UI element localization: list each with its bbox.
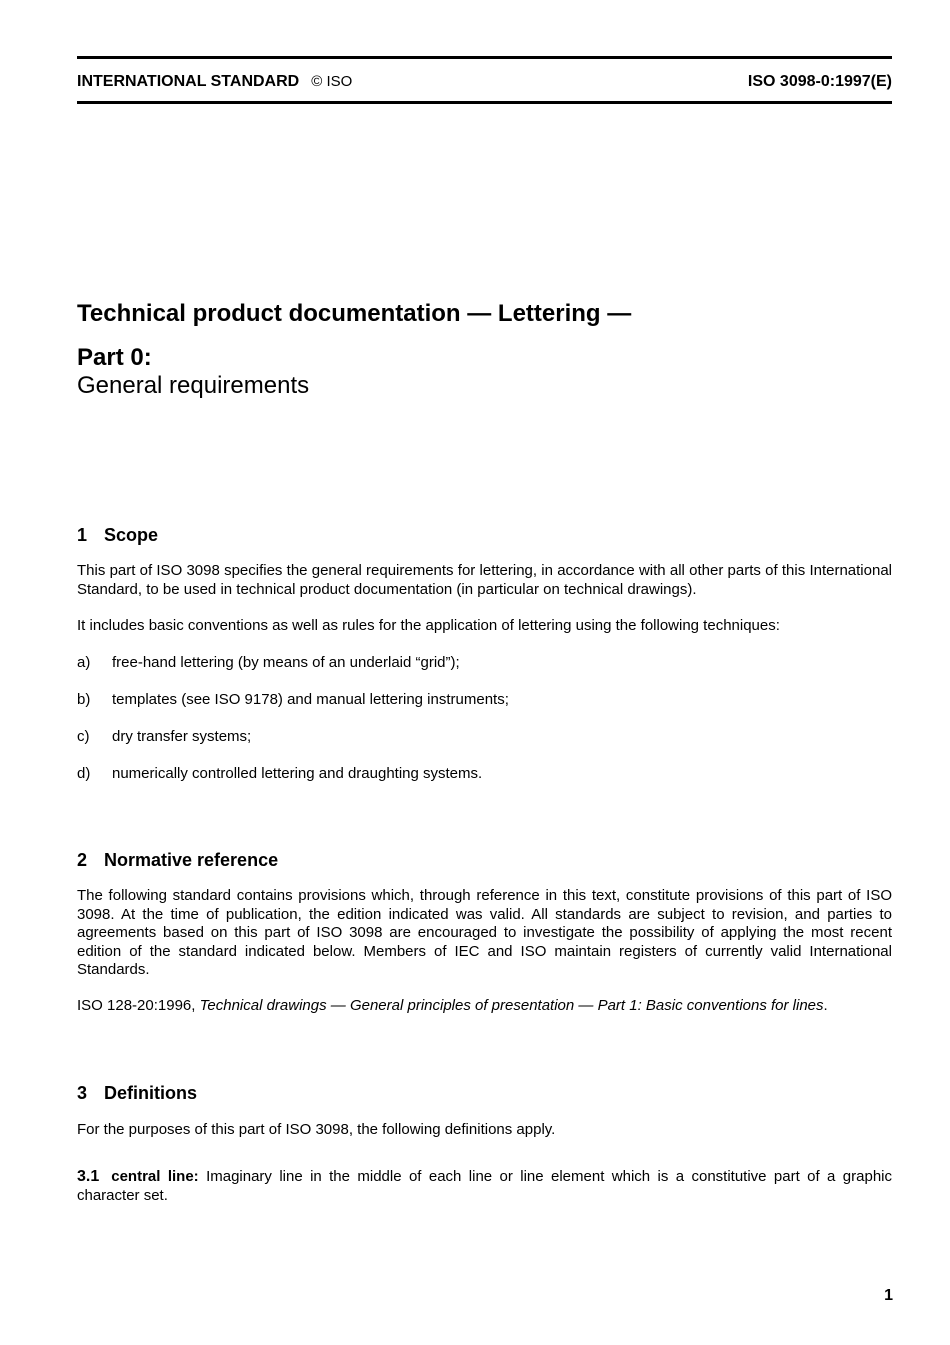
list-item (77, 654, 892, 673)
scope-paragraph-2: It includes basic conventions as well as rules for the application of lettering using the following techniques: (77, 617, 780, 634)
header-standard-label: INTERNATIONAL STANDARD (77, 73, 300, 90)
reference-title: Technical drawings — General principles of presentation — Part 1: Basic conventions for lines (199, 997, 824, 1014)
section-heading-normative-reference (77, 849, 278, 871)
section-number: 2 (77, 850, 88, 870)
list-marker: b) (77, 691, 91, 708)
list-text: numerically controlled lettering and draughting systems. (112, 765, 483, 782)
header-document-id: ISO 3098-0:1997(E) (747, 73, 892, 90)
list-marker: a) (77, 654, 91, 671)
page-number: 1 (884, 1287, 893, 1304)
list-marker: d) (77, 765, 91, 782)
list-item (77, 728, 892, 747)
header-left (77, 72, 352, 92)
list-item (77, 691, 892, 710)
list-text: free-hand lettering (by means of an underlaid “grid”); (112, 654, 460, 671)
reference-id: ISO 128-20:1996, (77, 997, 200, 1014)
normative-paragraph: The following standard contains provisions which, through reference in this text, constitute provisions of this part of ISO 3098. At the time of publication, the edition indicated was valid. All standards are subject to revision, and parties to agreements based on this part of ISO 3098 are encouraged to investigate the possibility of applying the most recent edition of the standard indicated below. Members of IEC and ISO maintain registers of currently valid International Standards. (77, 887, 892, 978)
section-title: Definitions (104, 1083, 197, 1103)
document-subtitle: General requirements (77, 372, 310, 399)
reference-end: . (823, 997, 828, 1014)
definition-term: central line: (111, 1168, 199, 1185)
section-title: Scope (104, 525, 159, 545)
header-bottom-rule (77, 101, 892, 104)
list-item (77, 765, 892, 784)
header-copyright: © ISO (311, 73, 353, 90)
definitions-paragraph: For the purposes of this part of ISO 3098, the following definitions apply. (77, 1121, 556, 1138)
scope-paragraph-1: This part of ISO 3098 specifies the general requirements for lettering, in accordance with all other parts of this International Standard, to be used in technical product documentation (in particular on technical drawings). (77, 562, 892, 598)
normative-reference-entry (77, 997, 892, 1016)
section-heading-scope (77, 524, 158, 546)
definition-entry (77, 1168, 892, 1205)
document-title: Technical product documentation — Lettering — (77, 300, 632, 327)
list-text: templates (see ISO 9178) and manual lettering instruments; (112, 691, 509, 708)
section-title: Normative reference (104, 850, 279, 870)
header-top-rule (77, 56, 892, 59)
list-marker: c) (77, 728, 90, 745)
document-part: Part 0: (77, 344, 152, 371)
definition-number: 3.1 (77, 1168, 100, 1185)
section-number: 1 (77, 525, 88, 545)
section-heading-definitions (77, 1082, 197, 1104)
section-number: 3 (77, 1083, 88, 1103)
definition-text: Imaginary line in the middle of each line or line element which is a constitutive part of a graphic character set. (77, 1168, 892, 1204)
list-text: dry transfer systems; (112, 728, 252, 745)
